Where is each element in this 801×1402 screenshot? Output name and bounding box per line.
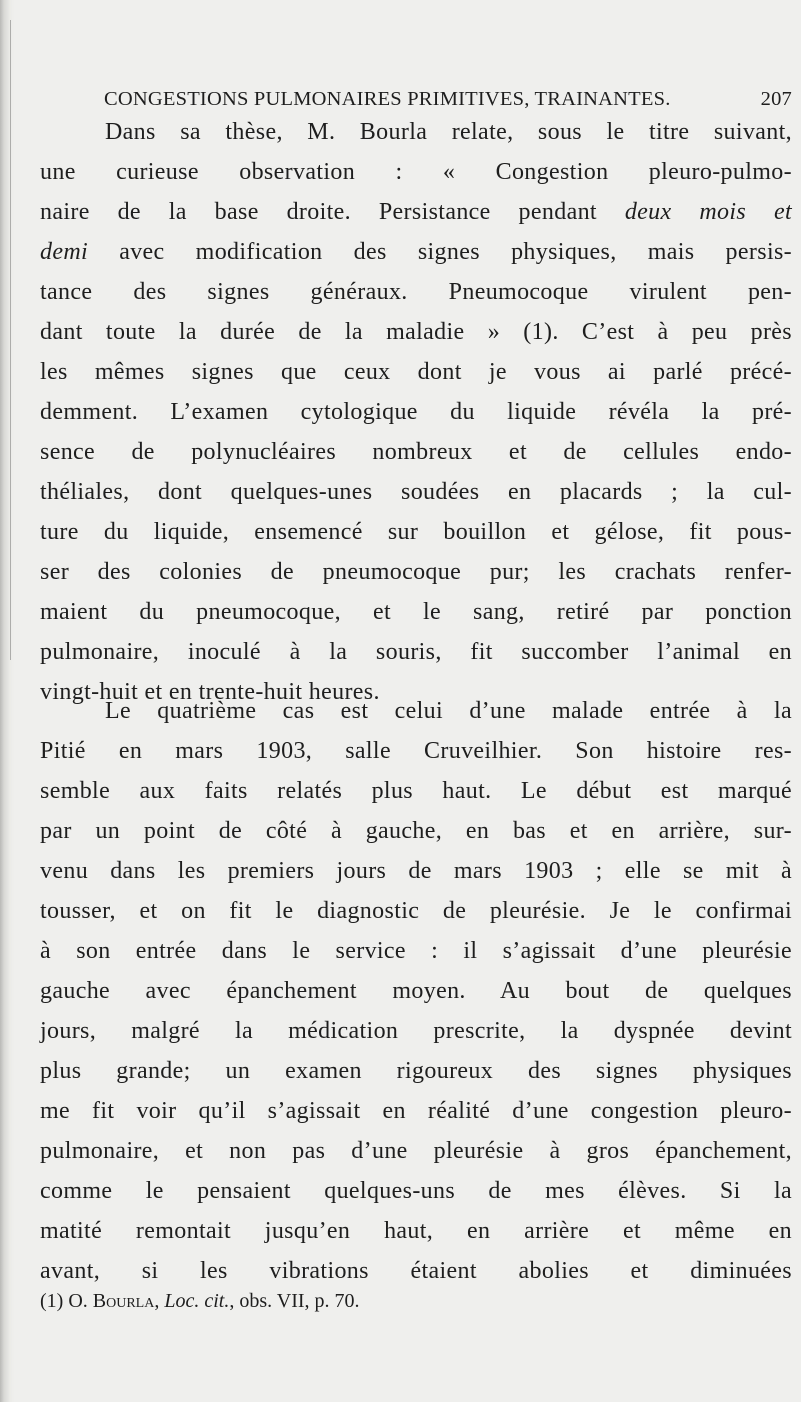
text-line: sence de polynucléaires nombreux et de cellules endo-: [40, 439, 792, 465]
binding-shadow: [0, 0, 14, 1402]
footnote-separator: ,: [154, 1290, 165, 1312]
text-line: maient du pneumocoque, et le sang, retiré par ponction: [40, 599, 792, 625]
text-run: avec modification des signes physiques, mais persis-: [88, 239, 792, 265]
text-line: les mêmes signes que ceux dont je vous ai parlé précé-: [40, 359, 792, 385]
text-line: pulmonaire, et non pas d’une pleurésie à gros épanchement,: [40, 1138, 792, 1164]
text-line: dant toute la durée de la maladie » (1). C’est à peu près: [40, 319, 792, 345]
text-line: Le quatrième cas est celui d’une malade entrée à la: [105, 698, 792, 724]
footnote: [40, 1287, 740, 1315]
italic-run: demi: [40, 239, 89, 265]
text-line: théliales, dont quelques-unes soudées en placards ; la cul-: [40, 479, 792, 505]
text-line: tousser, et on fit le diagnostic de pleurésie. Je le confirmai: [40, 898, 792, 924]
footnote-marker: (1) O.: [40, 1290, 93, 1312]
text-line: Pitié en mars 1903, salle Cruveilhier. Son histoire res-: [40, 738, 792, 764]
text-line: plus grande; un examen rigoureux des signes physiques: [40, 1058, 792, 1084]
text-line: demment. L’examen cytologique du liquide révéla la pré-: [40, 399, 792, 425]
text-line: à son entrée dans le service : il s’agissait d’une pleurésie: [40, 938, 792, 964]
text-line: gauche avec épanchement moyen. Au bout de quelques: [40, 978, 792, 1004]
text-line: ser des colonies de pneumocoque pur; les crachats renfer-: [40, 559, 792, 585]
paragraph-bourla-thesis: [40, 112, 792, 712]
text-line: Dans sa thèse, M. Bourla relate, sous le titre suivant,: [105, 119, 792, 145]
text-line: avant, si les vibrations étaient abolies et diminuées: [40, 1258, 792, 1284]
text-line: [40, 232, 792, 272]
binding-edge-line: [10, 20, 11, 660]
text-run: naire de la base droite. Persistance pendant: [40, 199, 625, 225]
running-title: CONGESTIONS PULMONAIRES PRIMITIVES, TRAINANTES.: [104, 88, 671, 110]
text-line: venu dans les premiers jours de mars 1903 ; elle se mit à: [40, 858, 792, 884]
text-line: jours, malgré la médication prescrite, la dyspnée devint: [40, 1018, 792, 1044]
page-number: 207: [760, 88, 792, 110]
italic-run: deux mois et: [624, 199, 792, 225]
footnote-loc-cit: Loc. cit.: [164, 1290, 230, 1312]
text-line: par un point de côté à gauche, en bas et en arrière, sur-: [40, 818, 792, 844]
text-line: comme le pensaient quelques-uns de mes élèves. Si la: [40, 1178, 792, 1204]
running-head: [104, 88, 792, 112]
text-line: ture du liquide, ensemencé sur bouillon et gélose, fit pous-: [40, 519, 792, 545]
text-line: [40, 192, 792, 232]
text-line: tance des signes généraux. Pneumocoque virulent pen-: [40, 279, 792, 305]
text-line: vingt-huit et en trente-huit heures.: [40, 679, 380, 705]
text-line: me fit voir qu’il s’agissait en réalité d’une congestion pleuro-: [40, 1098, 792, 1124]
footnote-author: Bourla: [92, 1290, 155, 1312]
text-line: semble aux faits relatés plus haut. Le début est marqué: [40, 778, 792, 804]
paragraph-fourth-case: [40, 691, 792, 1291]
footnote-reference: , obs. VII, p. 70.: [229, 1290, 360, 1312]
text-line: une curieuse observation : « Congestion pleuro-pulmo-: [40, 159, 792, 185]
text-line: matité remontait jusqu’en haut, en arrière et même en: [40, 1218, 792, 1244]
text-line: pulmonaire, inoculé à la souris, fit succomber l’animal en: [40, 639, 792, 665]
